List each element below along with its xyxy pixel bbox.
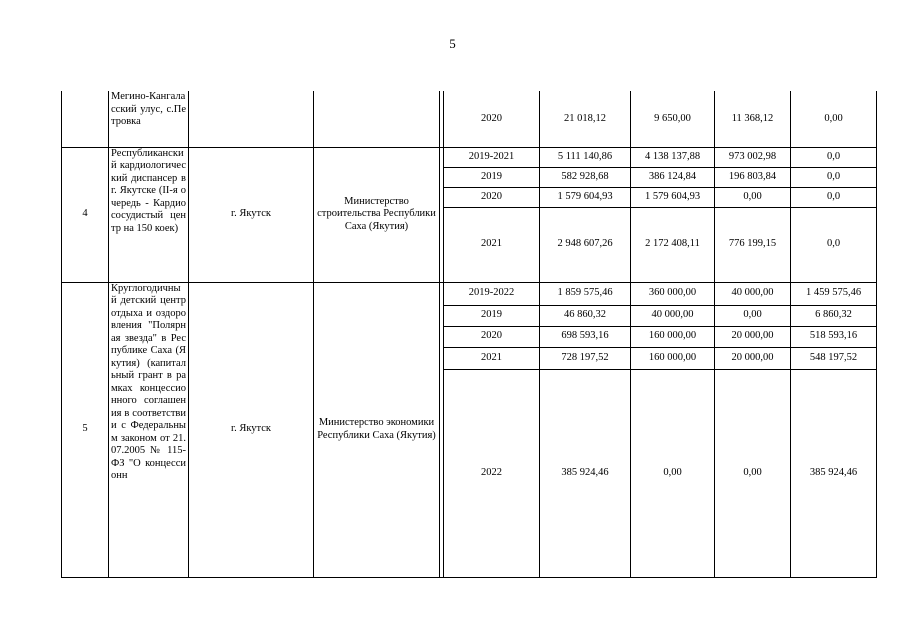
budget-table — [61, 91, 877, 578]
ministry: Министерство строительства Республики Саха (Якутия) — [314, 147, 440, 282]
period: 2021 — [444, 347, 540, 369]
regional-amount: 973 002,98 — [715, 147, 791, 167]
federal-amount: 2 172 408,11 — [631, 207, 715, 282]
ministry: Министерство экономики Республики Саха (Якутия) — [314, 282, 440, 577]
federal-amount: 160 000,00 — [631, 347, 715, 369]
period: 2019-2021 — [444, 147, 540, 167]
row-number — [62, 91, 109, 147]
location: г. Якутск — [189, 147, 314, 282]
other-amount: 0,00 — [791, 91, 877, 147]
object-name: Мегино-Кангаласский улус, с.Петровка — [109, 91, 189, 147]
object-name: Республиканский кардиологический диспансер в г. Якутске (II-я очередь - Кардиососудистый центр на 150 коек) — [109, 147, 189, 282]
other-amount: 0,0 — [791, 207, 877, 282]
period: 2022 — [444, 369, 540, 577]
federal-amount: 9 650,00 — [631, 91, 715, 147]
regional-amount: 11 368,12 — [715, 91, 791, 147]
regional-amount: 0,00 — [715, 369, 791, 577]
location — [189, 91, 314, 147]
table-row — [62, 147, 877, 167]
regional-amount: 0,00 — [715, 305, 791, 326]
object-name: Круглогодичный детский центр отдыха и оздоровления "Полярная звезда" в Республике Саха (Якутия) (капитальный грант в рамках концессионного соглашения в соответствии с Федеральным законом от 21.07.2005 № 115-ФЗ "О концессионн — [109, 282, 189, 577]
regional-amount: 0,00 — [715, 187, 791, 207]
other-amount: 0,0 — [791, 187, 877, 207]
regional-amount: 20 000,00 — [715, 347, 791, 369]
total-amount: 698 593,16 — [540, 326, 631, 347]
total-amount: 46 860,32 — [540, 305, 631, 326]
regional-amount: 776 199,15 — [715, 207, 791, 282]
table-row — [62, 91, 877, 147]
other-amount: 518 593,16 — [791, 326, 877, 347]
period: 2019 — [444, 167, 540, 187]
regional-amount: 196 803,84 — [715, 167, 791, 187]
total-amount: 728 197,52 — [540, 347, 631, 369]
regional-amount: 40 000,00 — [715, 282, 791, 305]
federal-amount: 0,00 — [631, 369, 715, 577]
total-amount: 2 948 607,26 — [540, 207, 631, 282]
total-amount: 21 018,12 — [540, 91, 631, 147]
federal-amount: 4 138 137,88 — [631, 147, 715, 167]
total-amount: 1 579 604,93 — [540, 187, 631, 207]
period: 2019-2022 — [444, 282, 540, 305]
regional-amount: 20 000,00 — [715, 326, 791, 347]
federal-amount: 160 000,00 — [631, 326, 715, 347]
other-amount: 6 860,32 — [791, 305, 877, 326]
period: 2020 — [444, 91, 540, 147]
total-amount: 1 859 575,46 — [540, 282, 631, 305]
period: 2020 — [444, 187, 540, 207]
period: 2020 — [444, 326, 540, 347]
table-row — [62, 282, 877, 305]
page-number: 5 — [449, 36, 456, 51]
other-amount: 548 197,52 — [791, 347, 877, 369]
other-amount: 0,0 — [791, 167, 877, 187]
period: 2021 — [444, 207, 540, 282]
location: г. Якутск — [189, 282, 314, 577]
federal-amount: 40 000,00 — [631, 305, 715, 326]
total-amount: 582 928,68 — [540, 167, 631, 187]
federal-amount: 386 124,84 — [631, 167, 715, 187]
federal-amount: 1 579 604,93 — [631, 187, 715, 207]
total-amount: 385 924,46 — [540, 369, 631, 577]
ministry — [314, 91, 440, 147]
federal-amount: 360 000,00 — [631, 282, 715, 305]
row-number: 5 — [62, 282, 109, 577]
other-amount: 385 924,46 — [791, 369, 877, 577]
row-number: 4 — [62, 147, 109, 282]
other-amount: 1 459 575,46 — [791, 282, 877, 305]
other-amount: 0,0 — [791, 147, 877, 167]
period: 2019 — [444, 305, 540, 326]
total-amount: 5 111 140,86 — [540, 147, 631, 167]
